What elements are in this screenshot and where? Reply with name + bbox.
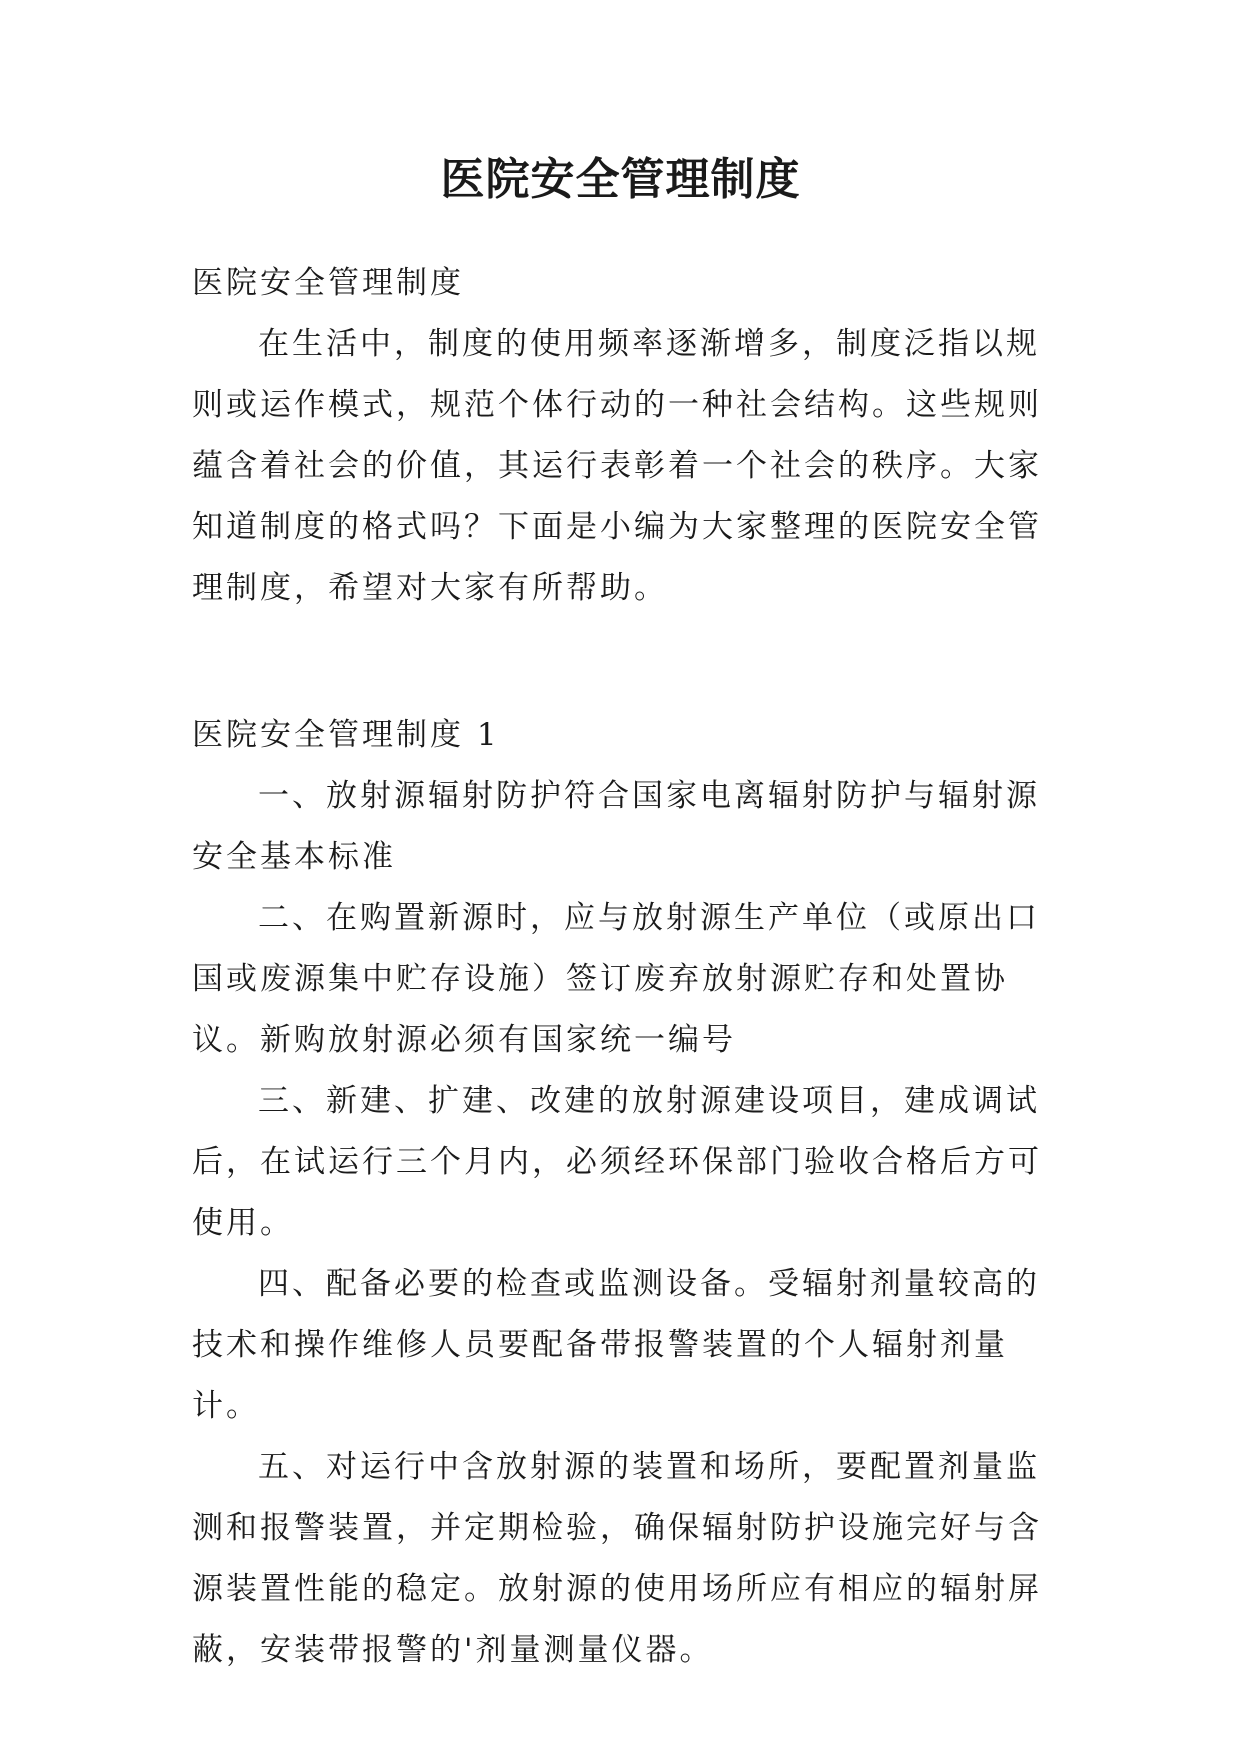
section-1-item-2: 二、在购置新源时，应与放射源生产单位（或原出口国或废源集中贮存设施）签订废弃放射源贮存和处置协议。新购放射源必须有国家统一编号 [192, 900, 1040, 1058]
section-1-item-5: 五、对运行中含放射源的装置和场所，要配置剂量监测和报警装置，并定期检验，确保辐射防护设施完好与含源装置性能的稳定。放射源的使用场所应有相应的辐射屏蔽，安装带报警的'剂量测量仪器。 [192, 1449, 1042, 1668]
section-1-heading: 医院安全管理制度 1 [192, 717, 500, 753]
intro-paragraph: 在生活中，制度的使用频率逐渐增多，制度泛指以规则或运作模式，规范个体行动的一种社会结构。这些规则蕴含着社会的价值，其运行表彰着一个社会的秩序。大家知道制度的格式吗？下面是小编为大家整理的医院安全管理制度，希望对大家有所帮助。 [192, 326, 1042, 606]
section-1-item-1: 一、放射源辐射防护符合国家电离辐射防护与辐射源安全基本标准 [192, 778, 1040, 875]
intro-heading: 医院安全管理制度 [192, 265, 464, 301]
section-1-item-4: 四、配备必要的检查或监测设备。受辐射剂量较高的技术和操作维修人员要配备带报警装置的个人辐射剂量计。 [192, 1266, 1040, 1424]
document-title: 医院安全管理制度 [440, 154, 801, 205]
section-1 [192, 705, 1072, 1681]
section-1-item-3: 三、新建、扩建、改建的放射源建设项目，建成调试后，在试运行三个月内，必须经环保部门验收合格后方可使用。 [192, 1083, 1042, 1241]
intro-section [192, 253, 1072, 619]
